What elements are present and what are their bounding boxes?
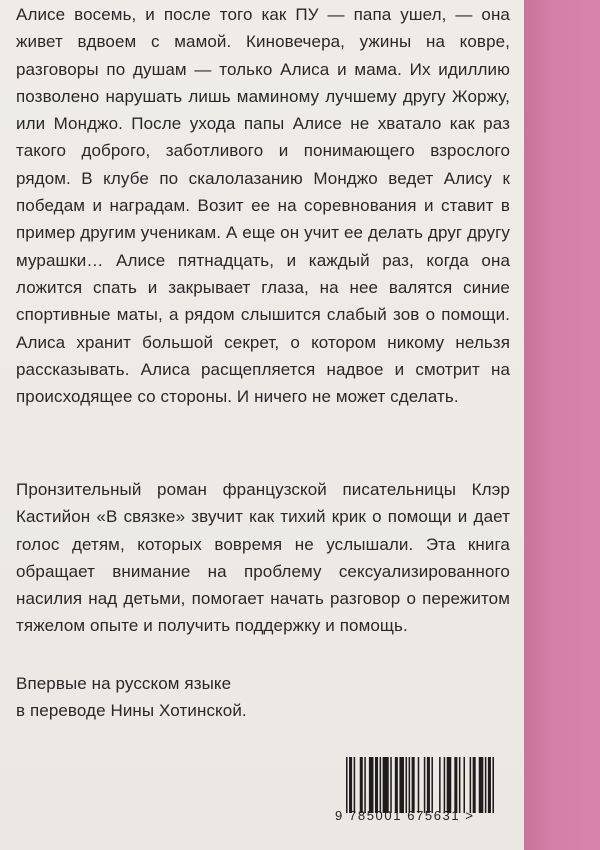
barcode-bar — [380, 757, 382, 813]
barcode-bar — [459, 757, 461, 813]
translation-note — [16, 670, 510, 725]
barcode-bar — [349, 757, 352, 813]
barcode-bar — [369, 757, 374, 813]
barcode-bars — [344, 757, 496, 813]
barcode-bar — [488, 757, 491, 813]
barcode-bar — [346, 757, 348, 813]
barcode-bar — [485, 757, 487, 813]
barcode-bar — [383, 757, 389, 813]
barcode-bar — [454, 757, 457, 813]
translation-line-2: в переводе Нины Хотинской. — [16, 701, 247, 721]
barcode-bar — [375, 757, 378, 813]
barcode-bar — [492, 757, 494, 813]
pink-spine-strip — [524, 0, 600, 850]
blurb-text — [16, 476, 510, 640]
barcode-bar — [479, 757, 484, 813]
barcode-bar — [439, 757, 441, 813]
barcode-bar — [447, 757, 452, 813]
barcode-bar — [390, 757, 392, 813]
barcode-bar — [364, 757, 366, 813]
barcode-bar — [473, 757, 476, 813]
barcode-bar — [424, 757, 426, 813]
barcode-bar — [360, 757, 363, 813]
barcode-bar — [418, 757, 420, 813]
isbn-number: 9 785001 675631 > — [335, 808, 475, 823]
barcode-bar — [395, 757, 398, 813]
barcode-bar — [412, 757, 415, 813]
translation-line-1: Впервые на русском языке — [16, 674, 232, 693]
barcode-bar — [409, 757, 411, 813]
synopsis-text — [16, 1, 510, 410]
barcode-bar — [463, 757, 465, 813]
synopsis-paragraph: Алисе восемь, и после того как ПУ — папа ушел, — она живет вдвоем с мамой. Киновечера, ужины на ковре, разговоры по душам — только Алиса и мама. Их идиллию позволено нарушать лишь маминому лучшему другу Жоржу, или Монджо. После ухода папы Алисе не хватало как раз такого доброго, заботливого и понимающего взрослого рядом. В клубе по скалолазанию Монджо ведет Алису к победам и наградам. Возит ее на соревнования и ставит в пример другим ученикам. А еще он учит ее делать друг другу мурашки… Алисе пятнадцать, и каждый раз, когда она ложится спать и закрывает глаза, на нее валятся синие спортивные маты, а рядом слышится слабый зов о помощи. Алиса хранит большой секрет, о котором никому нельзя рассказывать. Алиса расщепляется надвое и смотрит на происходящее со стороны. И ничего не может сделать. — [16, 5, 510, 407]
barcode-bar — [354, 757, 356, 813]
barcode-bar — [399, 757, 404, 813]
barcode-bar — [431, 757, 433, 813]
barcode-bar — [444, 757, 446, 813]
barcode-bar — [406, 757, 408, 813]
blurb-paragraph: Пронзительный роман французской писательницы Клэр Кастийон «В связке» звучит как тихий крик о помощи и дает голос детям, которых вовремя не услышали. Эта книга обращает внимание на проблему сексуализированного насилия над детьми, помогает начать разговор о пережитом тяжелом опыте и получить поддержку и помощь. — [16, 480, 510, 636]
barcode-bar — [427, 757, 430, 813]
barcode-bar — [470, 757, 472, 813]
